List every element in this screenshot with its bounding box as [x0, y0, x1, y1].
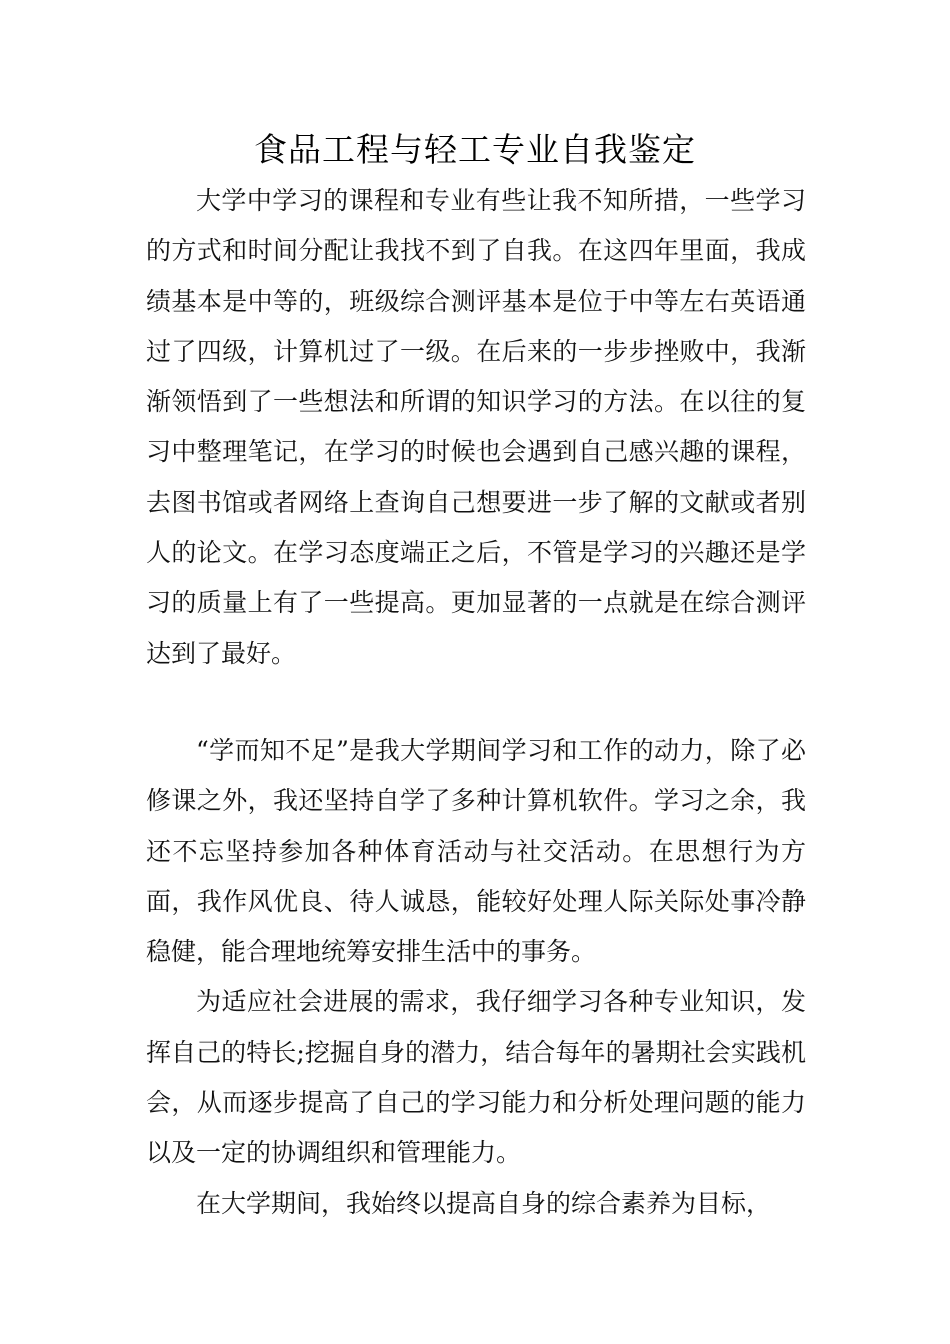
paragraph-3: 为适应社会进展的需求，我仔细学习各种专业知识，发挥自己的特长;挖掘自身的潜力，结合每年的暑期社会实践机会，从而逐步提高了自己的学习能力和分析处理问题的能力以及一定的协调组织和管理能力。	[146, 987, 806, 1168]
paragraph-2: “学而知不足”是我大学期间学习和工作的动力，除了必修课之外，我还坚持自学了多种计算机软件。学习之余，我还不忘坚持参加各种体育活动与社交活动。在思想行为方面，我作风优良、待人诚恳，能较好处理人际关际处事冷静稳健，能合理地统筹安排生活中的事务。	[146, 736, 806, 967]
paragraph-4: 在大学期间，我始终以提高自身的综合素养为目标，	[196, 1188, 772, 1218]
text-block-2	[146, 726, 806, 1229]
document-title: 食品工程与轻工专业自我鉴定	[254, 130, 696, 169]
text-block-1	[146, 176, 806, 679]
paragraph-1: 大学中学习的课程和专业有些让我不知所措，一些学习的方式和时间分配让我找不到了自我。在这四年里面，我成绩基本是中等的，班级综合测评基本是位于中等左右英语通过了四级，计算机过了一级。在后来的一步步挫败中，我渐渐领悟到了一些想法和所谓的知识学习的方法。在以往的复习中整理笔记，在学习的时候也会遇到自己感兴趣的课程，去图书馆或者网络上查询自己想要进一步了解的文献或者别人的论文。在学习态度端正之后，不管是学习的兴趣还是学习的质量上有了一些提高。更加显著的一点就是在综合测评达到了最好。	[146, 186, 806, 668]
